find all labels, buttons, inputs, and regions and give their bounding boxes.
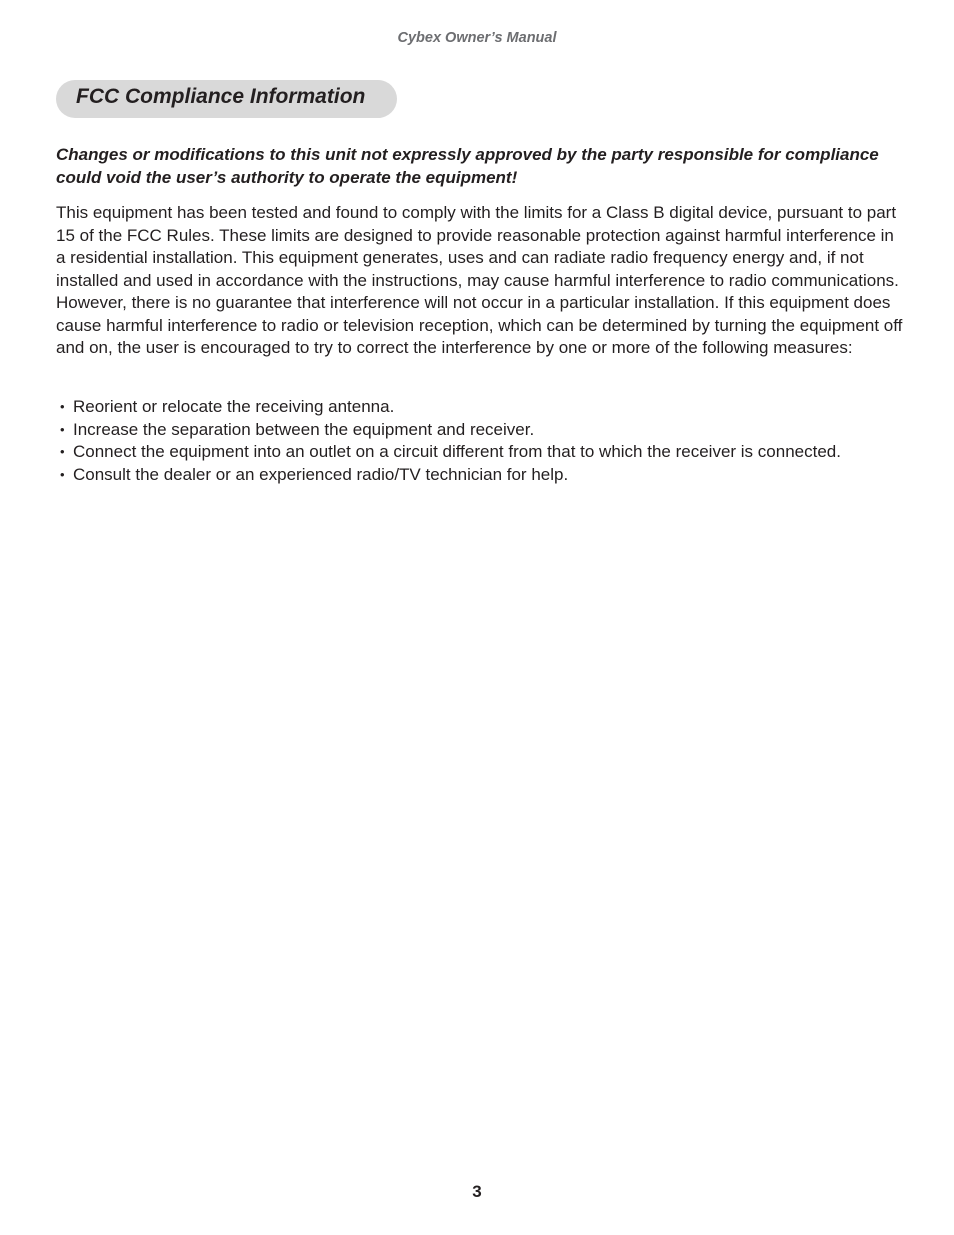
running-header: Cybex Owner’s Manual (397, 30, 557, 46)
bullet-icon: • (60, 444, 65, 459)
section-title: FCC Compliance Information (76, 85, 366, 108)
page-number: 3 (472, 1182, 482, 1201)
list-item-text: Connect the equipment into an outlet on a circuit different from that to which the receiver is connected. (73, 442, 841, 461)
interference-measures-list (56, 396, 906, 486)
list-item-text: Reorient or relocate the receiving antenna. (73, 397, 395, 416)
bullet-icon: • (60, 466, 65, 482)
list-item (56, 419, 906, 442)
bullet-icon: • (60, 399, 65, 414)
list-item (56, 441, 906, 464)
bullet-icon: • (60, 421, 65, 437)
list-item (56, 464, 906, 487)
fcc-statement-paragraph: This equipment has been tested and found to comply with the limits for a Class B digital device, pursuant to part 15 of the FCC Rules. These limits are designed to provide reasonable protection against harmful interference in a residential installation. This equipment generates, uses and can radiate radio frequency energy and, if not installed and used in accordance with the instructions, may cause harmful interference to radio communications. However, there is no guarantee that interference will not occur in a particular installation. If this equipment does cause harmful interference to radio or television reception, which can be determined by turning the equipment off and on, the user is encouraged to try to correct the interference by one or more of the following measures: (56, 203, 903, 357)
list-item-text: Increase the separation between the equipment and receiver. (73, 419, 535, 439)
list-item-text: Consult the dealer or an experienced radio/TV technician for help. (73, 464, 569, 484)
section-heading-pill (56, 80, 397, 118)
list-item (56, 396, 906, 419)
modification-warning: Changes or modifications to this unit not expressly approved by the party responsible for compliance could void the user’s authority to operate the equipment! (56, 145, 879, 187)
